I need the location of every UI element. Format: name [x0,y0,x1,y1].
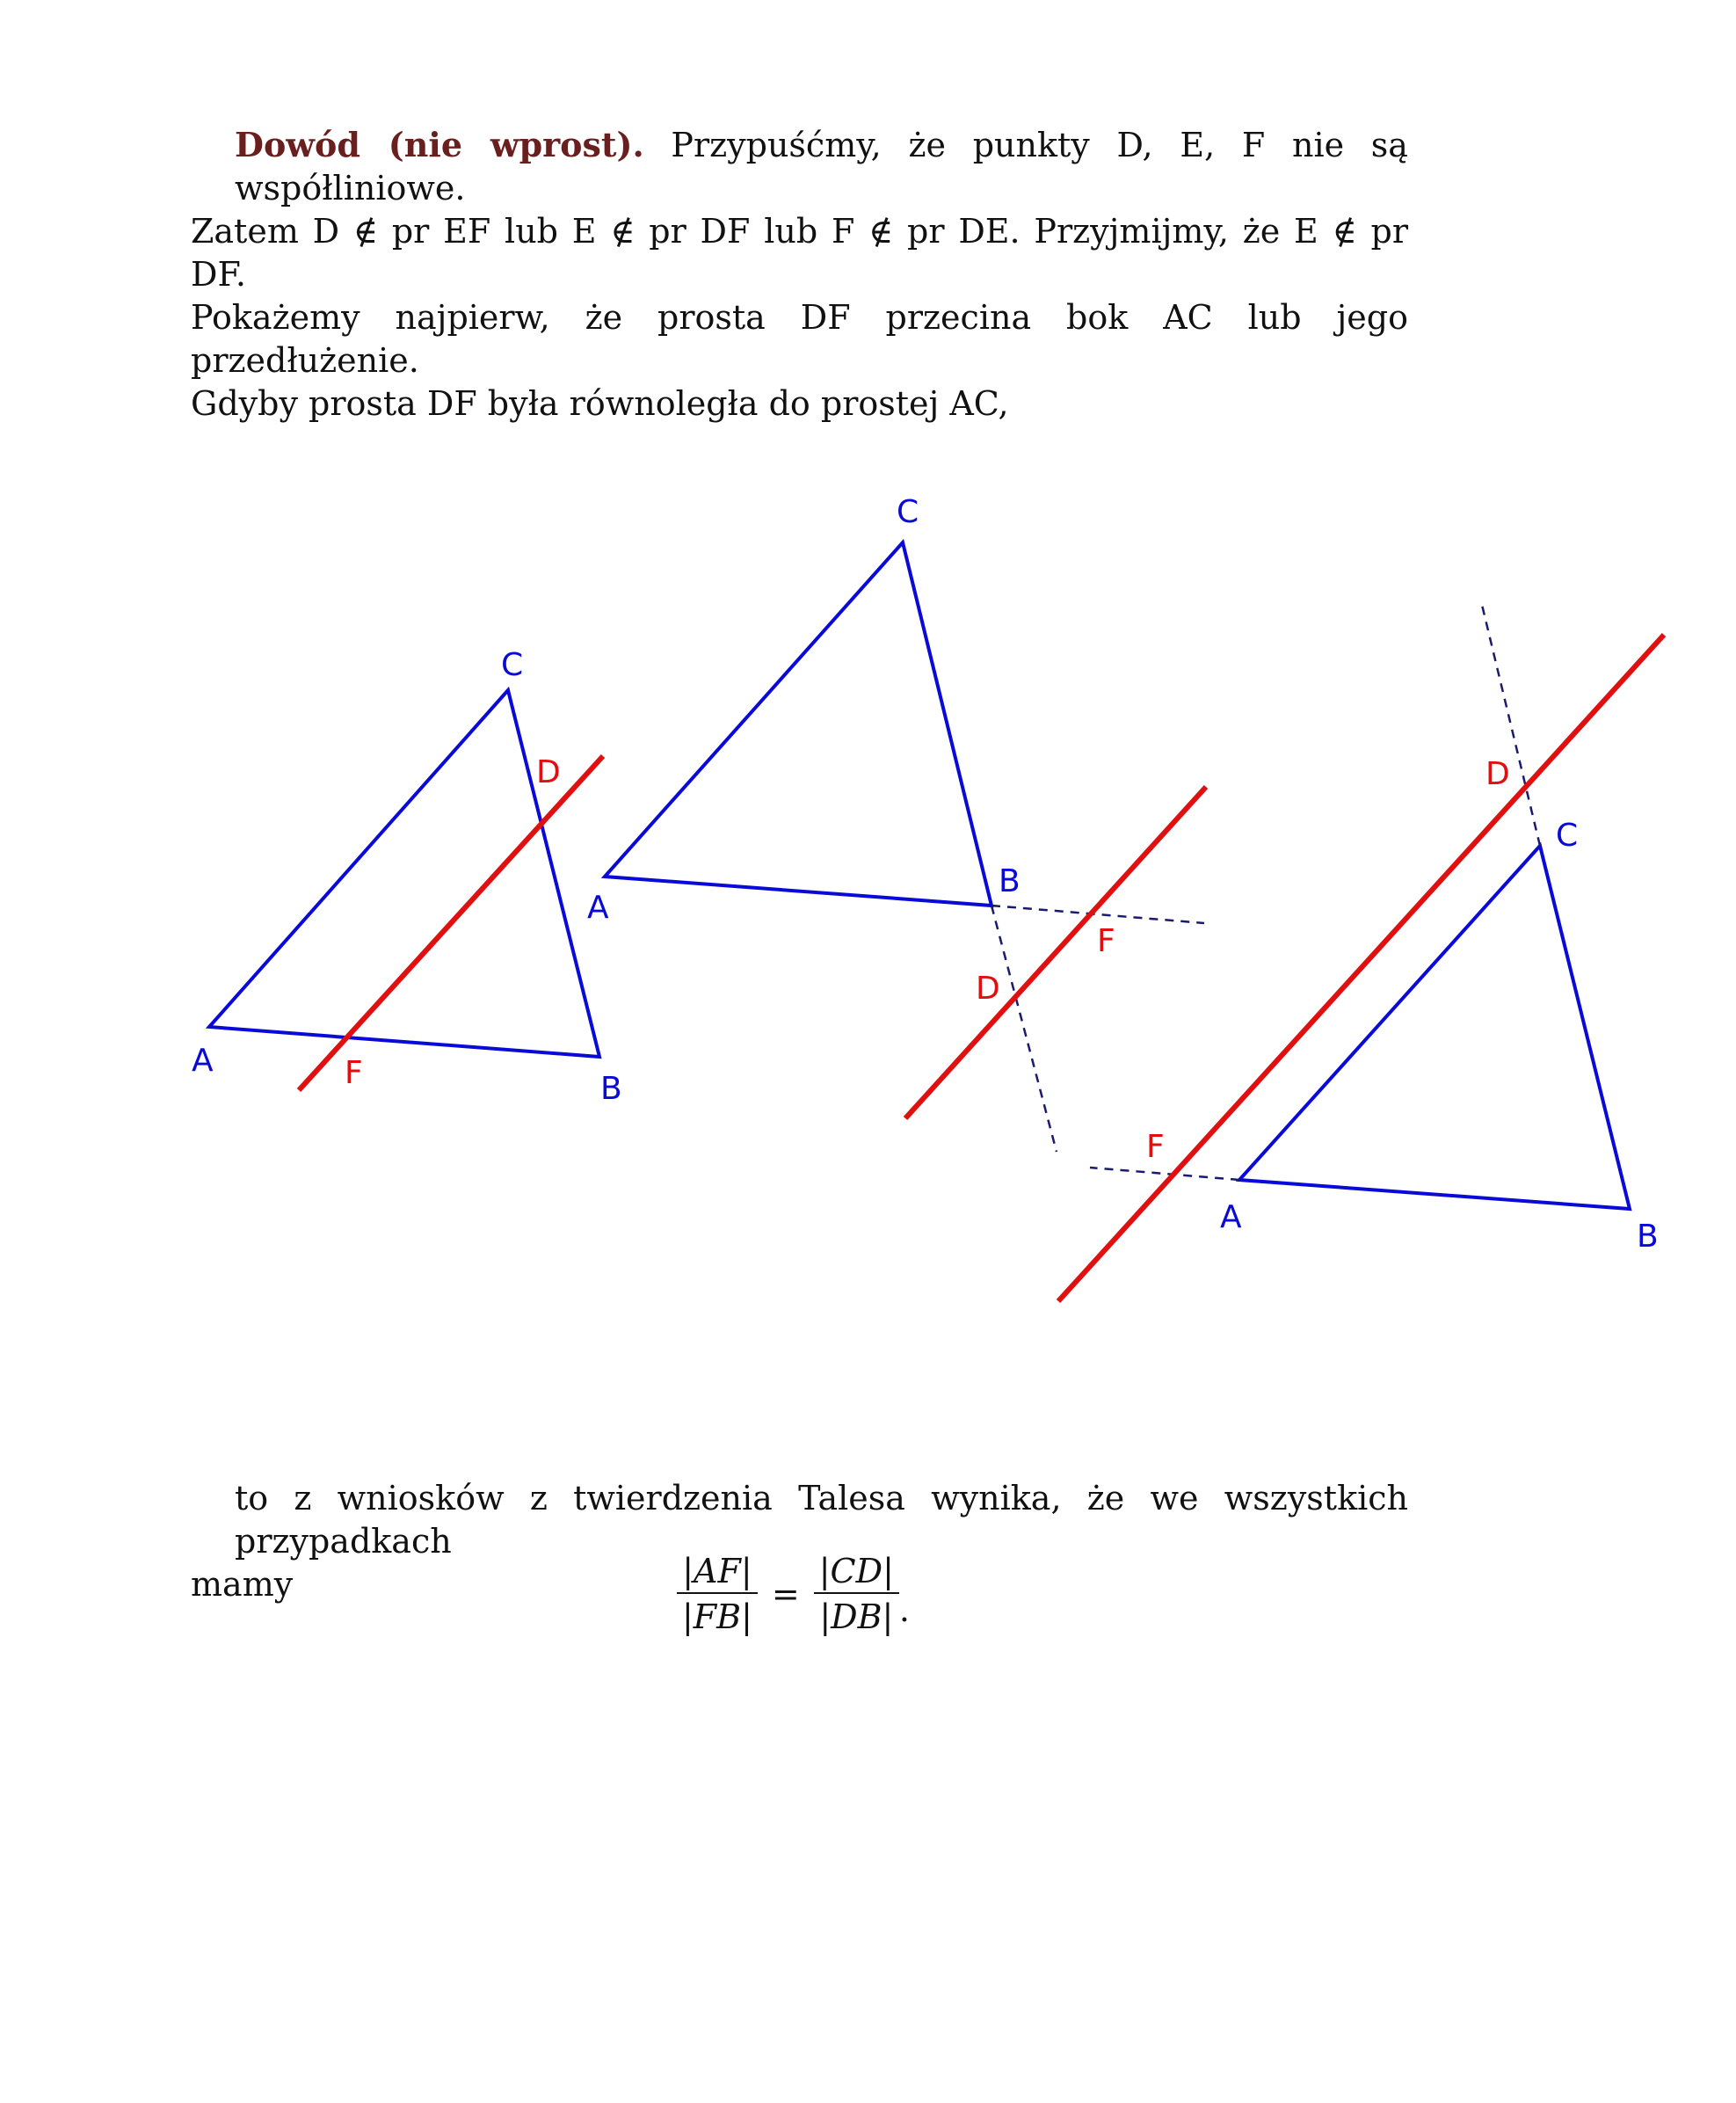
proof-line-1-text: Przypuśćmy, że punkty D, E, F nie są współliniowe. [235,126,1408,207]
figure-panel-3 [1058,605,1664,1301]
label-a-2: A [587,890,609,926]
fraction-left [677,1552,758,1636]
formula-period: . [898,1590,910,1629]
triangle-abc-3 [1239,846,1630,1209]
label-a-3: A [1220,1199,1242,1235]
label-b-3: B [1637,1219,1659,1255]
fraction-right [814,1552,899,1636]
label-b-1: B [600,1071,622,1107]
thales-ratio-formula [677,1552,910,1636]
proof-line-3: Pokażemy najpierw, że prosta DF przecina bok AC lub jego przedłużenie. [191,298,1408,380]
label-d-3: D [1485,756,1510,792]
label-d-2: D [976,971,1000,1007]
label-c-3: C [1556,818,1579,854]
triangle-abc-2 [605,542,991,906]
dashed-extension-cb-2 [991,906,1057,1152]
figure-panel-1 [192,647,622,1107]
label-a-1: A [192,1043,214,1079]
label-c-1: C [501,647,524,683]
line-df-2 [905,787,1206,1118]
label-b-2: B [999,863,1021,899]
label-d-1: D [536,754,561,790]
conclusion-line-1: to z wniosków z twierdzenia Talesa wynika, że we wszystkich przypadkach [235,1479,1408,1561]
line-df-1 [299,756,603,1090]
dashed-extension-bc-3 [1482,605,1540,846]
figure-panel-2 [587,494,1206,1152]
label-f-2: F [1097,923,1115,959]
label-f-1: F [345,1055,363,1091]
triangle-abc-1 [209,690,599,1057]
proof-line-2: Zatem D ∉ pr EF lub E ∉ pr DF lub F ∉ pr DE. Przyjmijmy, że E ∉ pr DF. [191,212,1408,294]
fraction-right-denominator: |DB| [819,1597,894,1636]
dashed-extension-ba-3 [1090,1168,1239,1180]
fraction-left-denominator: |FB| [682,1597,752,1636]
equals-sign: = [771,1575,800,1613]
line-df-3 [1058,635,1664,1301]
label-c-2: C [897,494,919,530]
label-f-3: F [1146,1129,1165,1165]
conclusion-line-2: mamy [191,1565,294,1604]
fraction-right-numerator: |CD| [814,1552,899,1594]
fraction-left-numerator: |AF| [677,1552,757,1594]
proof-line-4: Gdyby prosta DF była równoległa do prostej AC, [191,384,1009,423]
proof-heading: Dowód (nie wprost). [235,125,644,164]
